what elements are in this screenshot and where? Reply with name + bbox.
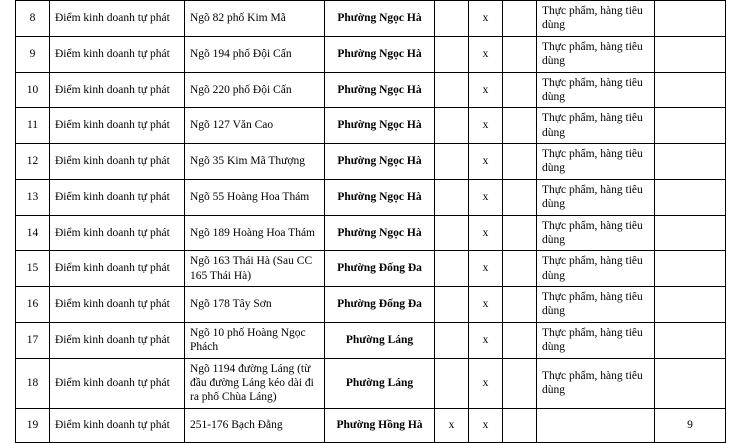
cell-ward: Phường Ngọc Hà	[325, 144, 435, 180]
table-row	[16, 287, 726, 323]
cell-type: Điểm kinh doanh tự phát	[50, 287, 185, 323]
cell-mark-2: x	[469, 408, 503, 442]
cell-ward: Phường Láng	[325, 322, 435, 358]
cell-ward: Phường Ngọc Hà	[325, 108, 435, 144]
cell-last	[655, 358, 726, 408]
cell-stt: 11	[16, 108, 50, 144]
cell-address: Ngõ 10 phố Hoàng Ngọc Phách	[185, 322, 325, 358]
cell-ward: Phường Hồng Hà	[325, 408, 435, 442]
cell-mark-3	[503, 408, 537, 442]
cell-type: Điểm kinh doanh tự phát	[50, 215, 185, 251]
table-row	[16, 36, 726, 72]
cell-type: Điểm kinh doanh tự phát	[50, 408, 185, 442]
cell-goods: Thực phẩm, hàng tiêu dùng	[537, 72, 655, 108]
cell-mark-1	[435, 251, 469, 287]
cell-goods: Thực phẩm, hàng tiêu dùng	[537, 287, 655, 323]
cell-address: Ngõ 82 phố Kim Mã	[185, 1, 325, 37]
cell-ward: Phường Đống Đa	[325, 287, 435, 323]
cell-type: Điểm kinh doanh tự phát	[50, 1, 185, 37]
cell-last	[655, 179, 726, 215]
cell-ward: Phường Ngọc Hà	[325, 36, 435, 72]
cell-mark-1	[435, 144, 469, 180]
cell-mark-2: x	[469, 36, 503, 72]
cell-stt: 9	[16, 36, 50, 72]
cell-stt: 15	[16, 251, 50, 287]
cell-mark-1	[435, 322, 469, 358]
cell-mark-1: x	[435, 408, 469, 442]
cell-stt: 16	[16, 287, 50, 323]
table-row	[16, 215, 726, 251]
cell-mark-1	[435, 358, 469, 408]
cell-last: 9	[655, 408, 726, 442]
cell-type: Điểm kinh doanh tự phát	[50, 179, 185, 215]
cell-stt: 12	[16, 144, 50, 180]
cell-mark-2: x	[469, 108, 503, 144]
cell-mark-2: x	[469, 1, 503, 37]
cell-goods: Thực phẩm, hàng tiêu dùng	[537, 251, 655, 287]
table-row	[16, 72, 726, 108]
cell-ward: Phường Ngọc Hà	[325, 179, 435, 215]
cell-stt: 14	[16, 215, 50, 251]
cell-ward: Phường Ngọc Hà	[325, 72, 435, 108]
cell-mark-3	[503, 358, 537, 408]
cell-last	[655, 144, 726, 180]
cell-goods: Thực phẩm, hàng tiêu dùng	[537, 1, 655, 37]
cell-type: Điểm kinh doanh tự phát	[50, 36, 185, 72]
cell-last	[655, 108, 726, 144]
cell-type: Điểm kinh doanh tự phát	[50, 72, 185, 108]
table-row	[16, 144, 726, 180]
cell-type: Điểm kinh doanh tự phát	[50, 358, 185, 408]
cell-goods: Thực phẩm, hàng tiêu dùng	[537, 108, 655, 144]
cell-mark-1	[435, 179, 469, 215]
table-row	[16, 251, 726, 287]
table-row	[16, 408, 726, 442]
table-row	[16, 179, 726, 215]
cell-last	[655, 1, 726, 37]
cell-ward: Phường Ngọc Hà	[325, 215, 435, 251]
cell-mark-2: x	[469, 358, 503, 408]
cell-mark-1	[435, 36, 469, 72]
cell-address: Ngõ 127 Văn Cao	[185, 108, 325, 144]
cell-goods: Thực phẩm, hàng tiêu dùng	[537, 322, 655, 358]
cell-goods: Thực phẩm, hàng tiêu dùng	[537, 215, 655, 251]
cell-type: Điểm kinh doanh tự phát	[50, 322, 185, 358]
cell-address: Ngõ 1194 đường Láng (từ đầu đường Láng kéo dài đi ra phố Chùa Láng)	[185, 358, 325, 408]
cell-last	[655, 287, 726, 323]
cell-mark-2: x	[469, 72, 503, 108]
table-row	[16, 108, 726, 144]
cell-last	[655, 215, 726, 251]
cell-mark-2: x	[469, 251, 503, 287]
cell-type: Điểm kinh doanh tự phát	[50, 144, 185, 180]
cell-last	[655, 36, 726, 72]
cell-goods: Thực phẩm, hàng tiêu dùng	[537, 179, 655, 215]
cell-mark-3	[503, 287, 537, 323]
cell-mark-3	[503, 72, 537, 108]
cell-mark-3	[503, 179, 537, 215]
cell-goods: Thực phẩm, hàng tiêu dùng	[537, 144, 655, 180]
cell-last	[655, 251, 726, 287]
cell-address: Ngõ 194 phố Đội Cấn	[185, 36, 325, 72]
cell-type: Điểm kinh doanh tự phát	[50, 251, 185, 287]
cell-mark-1	[435, 72, 469, 108]
cell-address: Ngõ 35 Kim Mã Thượng	[185, 144, 325, 180]
cell-goods: Thực phẩm, hàng tiêu dùng	[537, 36, 655, 72]
cell-mark-2: x	[469, 144, 503, 180]
cell-last	[655, 72, 726, 108]
cell-stt: 17	[16, 322, 50, 358]
cell-ward: Phường Láng	[325, 358, 435, 408]
cell-type: Điểm kinh doanh tự phát	[50, 108, 185, 144]
cell-address: Ngõ 178 Tây Sơn	[185, 287, 325, 323]
cell-ward: Phường Ngọc Hà	[325, 1, 435, 37]
cell-mark-3	[503, 36, 537, 72]
cell-address: 251-176 Bạch Đằng	[185, 408, 325, 442]
cell-mark-1	[435, 287, 469, 323]
cell-address: Ngõ 220 phố Đội Cấn	[185, 72, 325, 108]
cell-stt: 18	[16, 358, 50, 408]
cell-address: Ngõ 189 Hoàng Hoa Thám	[185, 215, 325, 251]
cell-mark-1	[435, 215, 469, 251]
cell-mark-3	[503, 1, 537, 37]
cell-mark-3	[503, 215, 537, 251]
data-table	[15, 0, 726, 443]
cell-mark-2: x	[469, 215, 503, 251]
cell-mark-2: x	[469, 322, 503, 358]
cell-last	[655, 322, 726, 358]
cell-mark-3	[503, 251, 537, 287]
table-row	[16, 322, 726, 358]
cell-stt: 19	[16, 408, 50, 442]
cell-goods	[537, 408, 655, 442]
table-body	[16, 1, 726, 443]
cell-address: Ngõ 163 Thái Hà (Sau CC 165 Thái Hà)	[185, 251, 325, 287]
table-row	[16, 358, 726, 408]
cell-stt: 8	[16, 1, 50, 37]
cell-stt: 13	[16, 179, 50, 215]
table-row	[16, 1, 726, 37]
cell-mark-1	[435, 108, 469, 144]
cell-goods: Thực phẩm, hàng tiêu dùng	[537, 358, 655, 408]
cell-stt: 10	[16, 72, 50, 108]
cell-mark-3	[503, 108, 537, 144]
cell-address: Ngõ 55 Hoàng Hoa Thám	[185, 179, 325, 215]
cell-mark-3	[503, 322, 537, 358]
cell-mark-3	[503, 144, 537, 180]
cell-mark-1	[435, 1, 469, 37]
cell-ward: Phường Đống Đa	[325, 251, 435, 287]
cell-mark-2: x	[469, 287, 503, 323]
cell-mark-2: x	[469, 179, 503, 215]
